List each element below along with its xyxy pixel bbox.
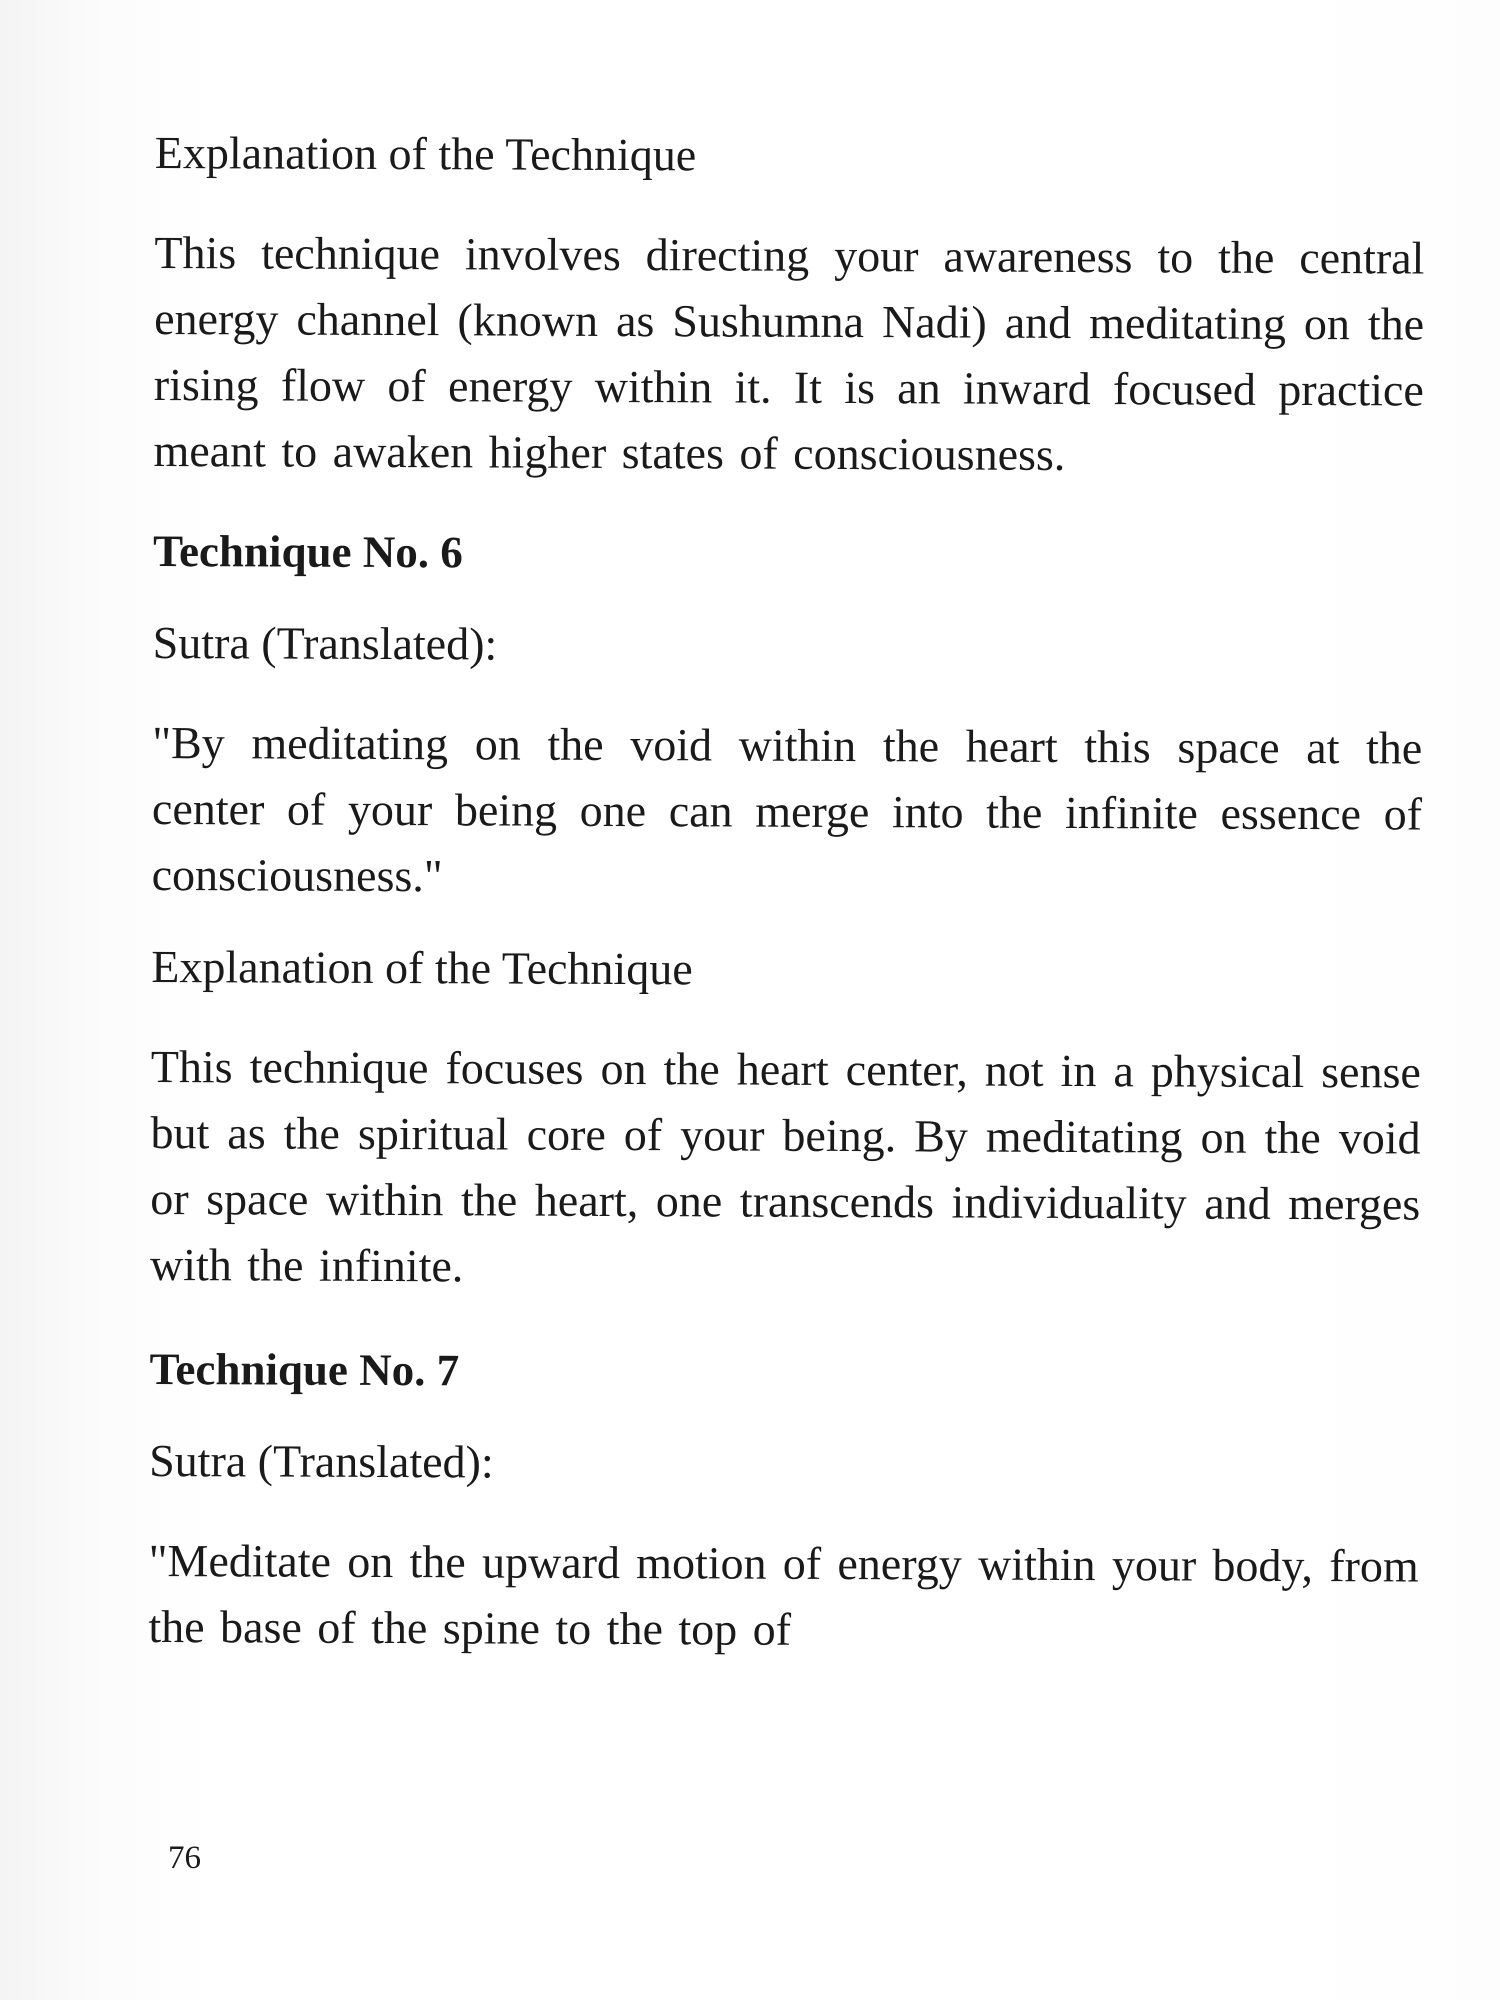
page-number: 76 bbox=[168, 1840, 201, 1876]
technique-6-sutra-label: Sutra (Translated): bbox=[152, 616, 498, 670]
technique-7-sutra-text: "Meditate on the upward motion of energy within your body, from the base of the spine to the top of bbox=[148, 1534, 1419, 1655]
explanation-paragraph-2: This technique focuses on the heart center, not in a physical sense but as the spiritual core of your being. By meditating on the void or space within the heart, one transcends individuality and merges with the infinite. bbox=[149, 1040, 1421, 1292]
explanation-heading-1: Explanation of the Technique bbox=[154, 126, 697, 181]
technique-6-sutra-text: "By meditating on the void within the heart this space at the center of your being one can merge into the infinite essence of consciousness." bbox=[151, 716, 1423, 902]
explanation-paragraph-1: This technique involves directing your awareness to the central energy channel (known as Sushumna Nadi) and meditating on the rising flow of energy within it. It is an inward focused practice meant to awaken higher states of consciousness. bbox=[153, 226, 1425, 480]
page-text bbox=[148, 120, 1425, 1666]
explanation-heading-2: Explanation of the Technique bbox=[151, 940, 693, 995]
technique-7-sutra-label: Sutra (Translated): bbox=[149, 1434, 494, 1488]
technique-7-title: Technique No. 7 bbox=[149, 1343, 460, 1396]
technique-6-title: Technique No. 6 bbox=[153, 525, 463, 578]
